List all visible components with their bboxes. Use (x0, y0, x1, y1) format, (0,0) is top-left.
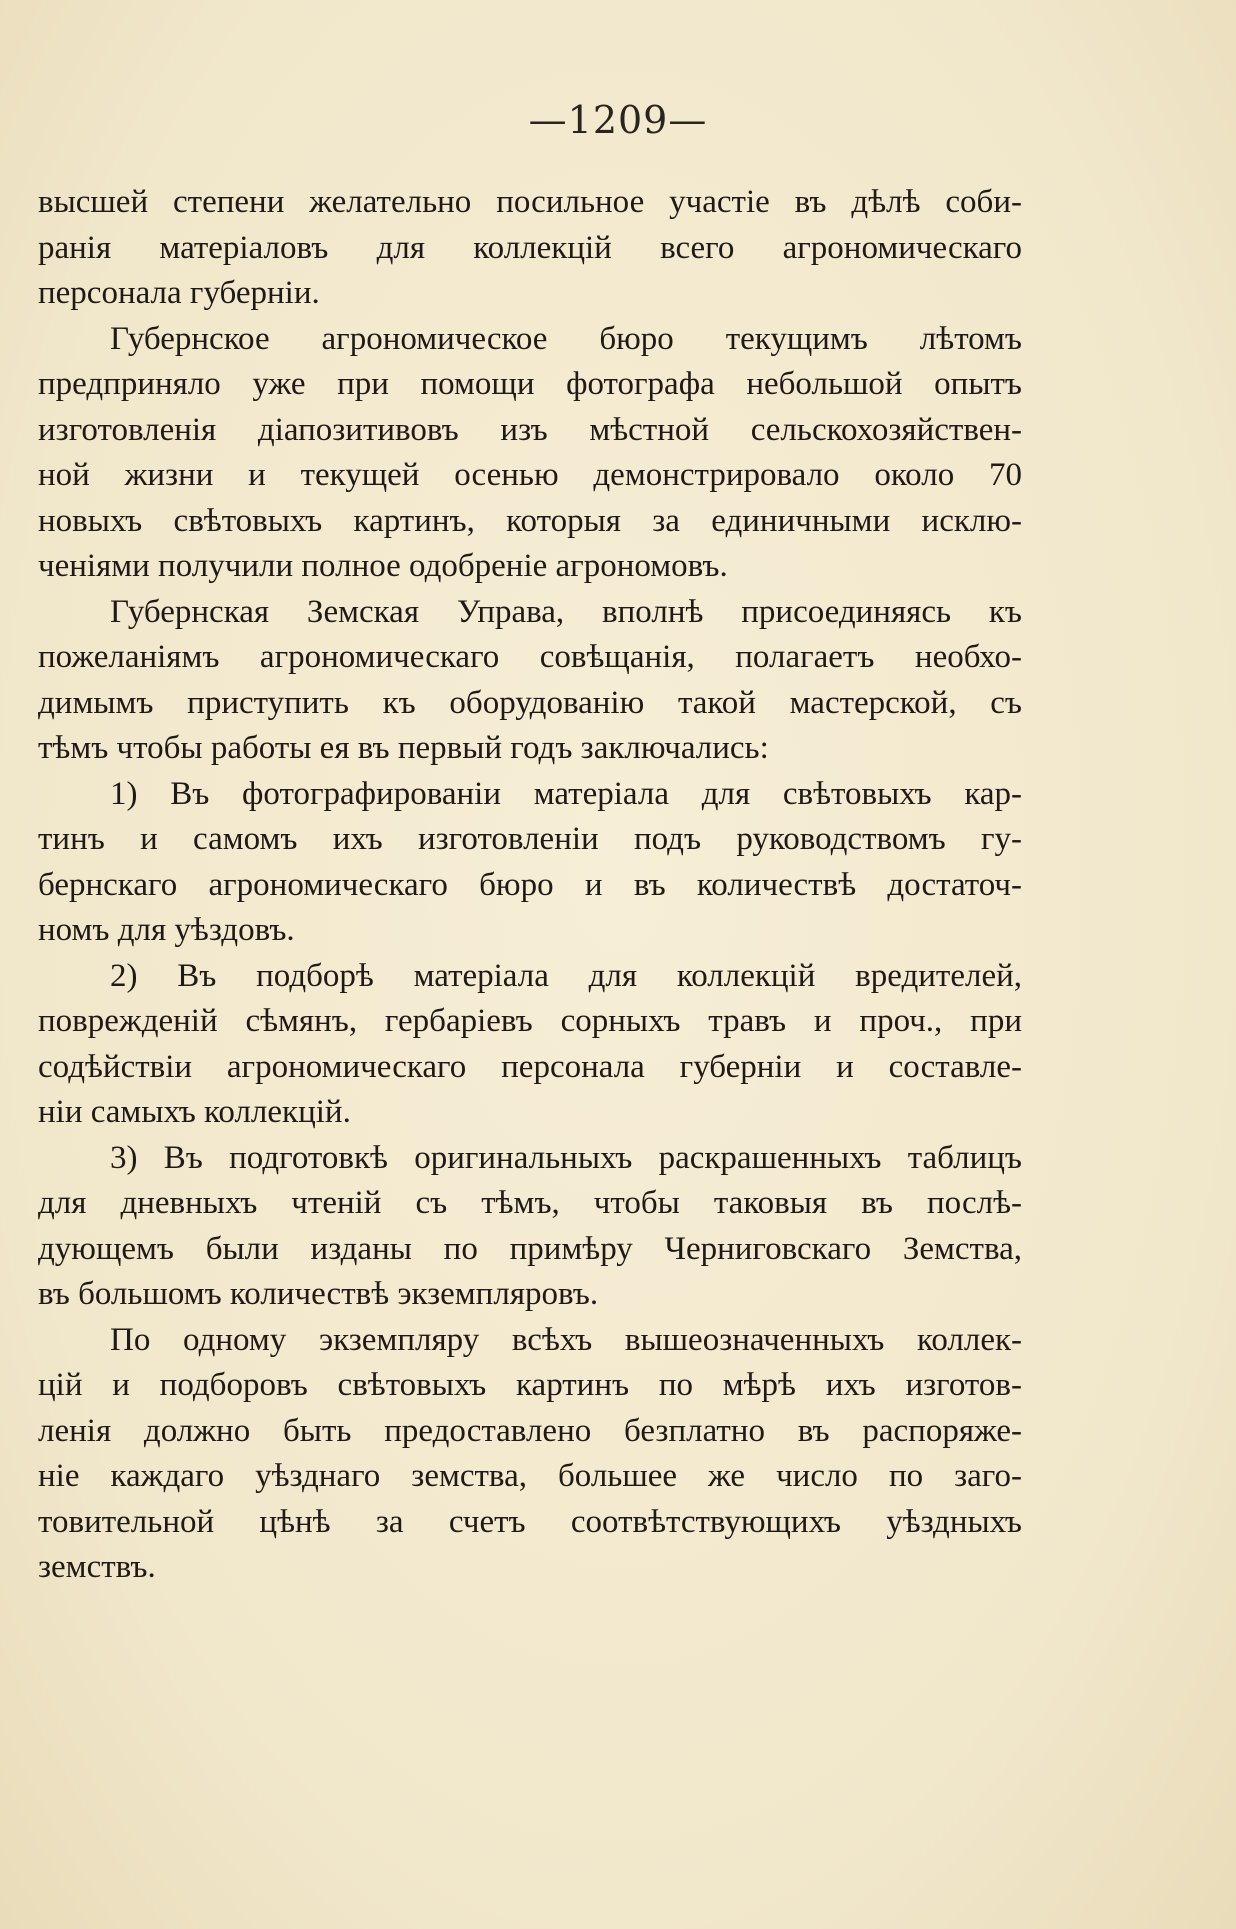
text-line: 1) Въ фотографированіи матеріала для свѣтовыхъ кар- (110, 775, 1022, 812)
text-line: для дневныхъ чтеній съ тѣмъ, чтобы таковыя въ послѣ- (38, 1185, 1022, 1221)
text-line: дующемъ были изданы по примѣру Черниговскаго Земства, (38, 1230, 1022, 1267)
text-line: 3) Въ подготовкѣ оригинальныхъ раскрашенныхъ таблицъ (110, 1139, 1022, 1176)
text-line: изготовленія діапозитивовъ изъ мѣстной сельскохозяйствен- (38, 411, 1022, 448)
paragraph (38, 1318, 1022, 1591)
paragraph (38, 590, 1022, 772)
text-line: По одному экземпляру всѣхъ вышеозначенныхъ коллек- (110, 1321, 1022, 1358)
list-item (38, 772, 1022, 954)
text-line: номъ для уѣздовъ. (38, 912, 295, 948)
paragraph (38, 317, 1022, 590)
text-line: Губернское агрономическое бюро текущимъ лѣтомъ (110, 320, 1022, 357)
text-line: ранія матеріаловъ для коллекцій всего агрономическаго (38, 229, 1022, 266)
text-line: въ большомъ количествѣ экземпляровъ. (38, 1276, 599, 1312)
text-line: 2) Въ подборѣ матеріала для коллекцій вредителей, (110, 957, 1022, 994)
text-line: содѣйствіи агрономическаго персонала губерніи и составле- (38, 1048, 1022, 1085)
list-item (38, 954, 1022, 1136)
text-line: ленія должно быть предоставлено безплатно въ распоряже- (38, 1412, 1022, 1449)
text-line: Губернская Земская Управа, вполнѣ присоединяясь къ (110, 593, 1022, 630)
text-line: цій и подборовъ свѣтовыхъ картинъ по мѣрѣ ихъ изготов- (38, 1367, 1022, 1403)
text-line: тѣмъ чтобы работы ея въ первый годъ заключались: (38, 730, 769, 766)
text-line: земствъ. (38, 1549, 156, 1585)
text-line: новыхъ свѣтовыхъ картинъ, которыя за единичными исклю- (38, 502, 1022, 539)
text-line: ченіями получили полное одобреніе агрономовъ. (38, 548, 728, 584)
text-line: ной жизни и текущей осенью демонстрировало около 70 (38, 457, 1022, 493)
text-line: товительной цѣнѣ за счетъ соотвѣтствующихъ уѣздныхъ (38, 1503, 1022, 1540)
text-line: димымъ приступить къ оборудованію такой мастерской, съ (38, 684, 1022, 721)
body-text (38, 180, 1022, 1591)
text-line: пожеланіямъ агрономическаго совѣщанія, полагаетъ необхо- (38, 639, 1022, 675)
text-line: ніе каждаго уѣзднаго земства, большее же число по заго- (38, 1458, 1022, 1494)
text-line: тинъ и самомъ ихъ изготовленіи подъ руководствомъ гу- (38, 821, 1022, 857)
text-line: высшей степени желательно посильное участіе въ дѣлѣ соби- (38, 184, 1022, 220)
page-number: —1209— (528, 98, 708, 142)
text-line: бернскаго агрономическаго бюро и въ количествѣ достаточ- (38, 866, 1022, 903)
text-line: персонала губерніи. (38, 275, 320, 311)
text-line: ніи самыхъ коллекцій. (38, 1094, 351, 1130)
paragraph (38, 180, 1022, 317)
text-line: поврежденій сѣмянъ, гербаріевъ сорныхъ травъ и проч., при (38, 1003, 1022, 1039)
text-line: предприняло уже при помощи фотографа небольшой опытъ (38, 366, 1022, 402)
list-item (38, 1136, 1022, 1318)
